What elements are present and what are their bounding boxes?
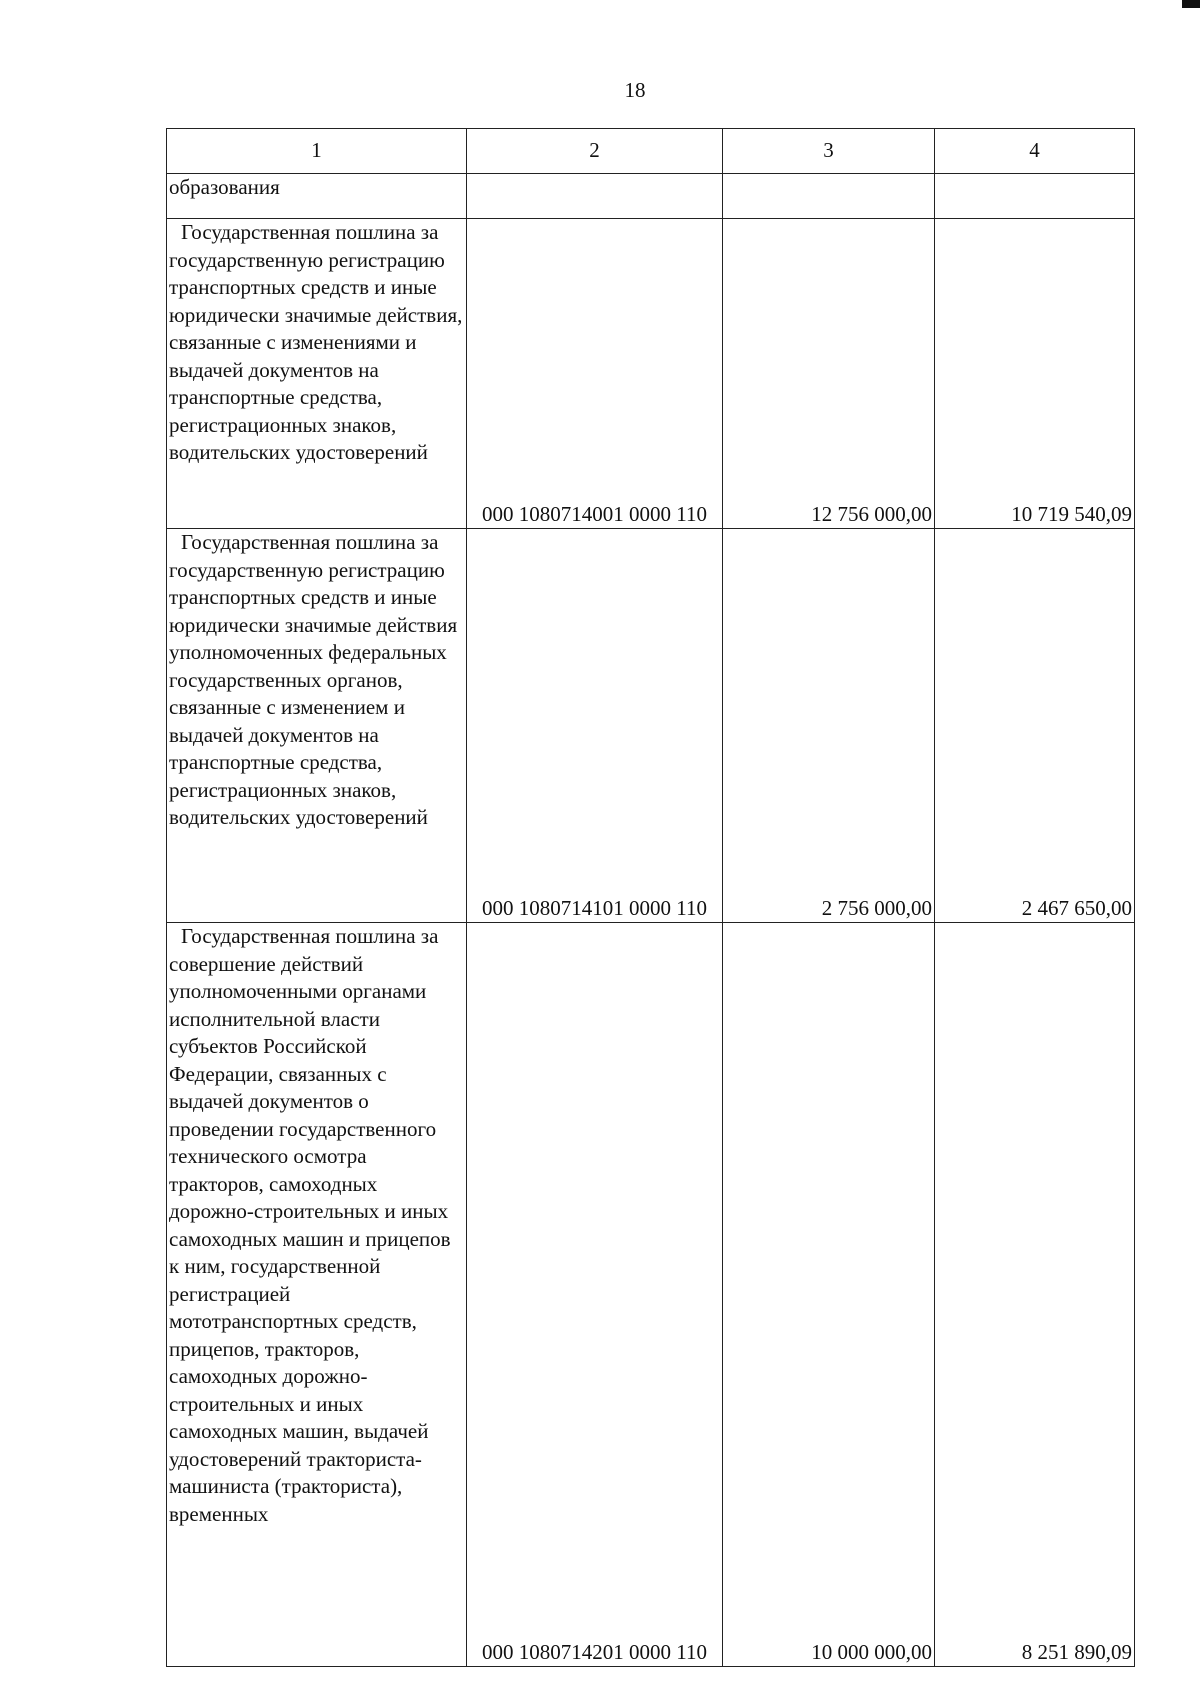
scan-corner-mark <box>1182 0 1200 8</box>
row-value3-cell <box>723 174 935 219</box>
row-code-cell: 000 1080714101 0000 110 <box>467 529 723 923</box>
row-code-cell: 000 1080714001 0000 110 <box>467 219 723 529</box>
row-name-cell: образования <box>167 174 467 219</box>
row-value4-cell: 10 719 540,09 <box>935 219 1135 529</box>
row-name-text: Государственная пошлина за государственную регистрацию транспортных средств и иные юридически значимые действия уполномоченных федеральных государственных органов, связанные с изменением и выдачей документов на транспортные средства, регистрационных знаков, водительских удостоверений <box>169 530 458 829</box>
table-row <box>167 923 1135 1667</box>
row-name-cell <box>167 219 467 529</box>
column-number-3: 3 <box>723 129 935 174</box>
budget-revenue-table <box>166 128 1135 1667</box>
table-row <box>167 219 1135 529</box>
column-number-1: 1 <box>167 129 467 174</box>
table-row <box>167 529 1135 923</box>
row-value4-cell: 8 251 890,09 <box>935 923 1135 1667</box>
row-code-cell: 000 1080714201 0000 110 <box>467 923 723 1667</box>
row-code-cell <box>467 174 723 219</box>
column-number-2: 2 <box>467 129 723 174</box>
row-name-cell <box>167 923 467 1667</box>
row-value3-cell: 2 756 000,00 <box>723 529 935 923</box>
row-value4-cell: 2 467 650,00 <box>935 529 1135 923</box>
row-name-text: Государственная пошлина за совершение действий уполномоченными органами исполнительной власти субъектов Российской Федерации, связанных с выдачей документов о проведении государственного технического осмотра тракторов, самоходных дорожно-строительных и иных самоходных машин и прицепов к ним, государственной регистрацией мототранспортных средств, прицепов, тракторов, самоходных дорожно-строительных и иных самоходных машин, выдачей удостоверений тракториста-машиниста (тракториста), временных <box>169 924 451 1526</box>
page-number: 18 <box>624 78 646 102</box>
row-value3-cell: 12 756 000,00 <box>723 219 935 529</box>
table-header-row <box>167 129 1135 174</box>
row-value3-cell: 10 000 000,00 <box>723 923 935 1667</box>
row-value4-cell <box>935 174 1135 219</box>
column-number-4: 4 <box>935 129 1135 174</box>
row-name-text: Государственная пошлина за государственную регистрацию транспортных средств и иные юридически значимые действия, связанные с изменениями и выдачей документов на транспортные средства, регистрационных знаков, водительских удостоверений <box>169 220 463 464</box>
table-row <box>167 174 1135 219</box>
row-name-cell <box>167 529 467 923</box>
